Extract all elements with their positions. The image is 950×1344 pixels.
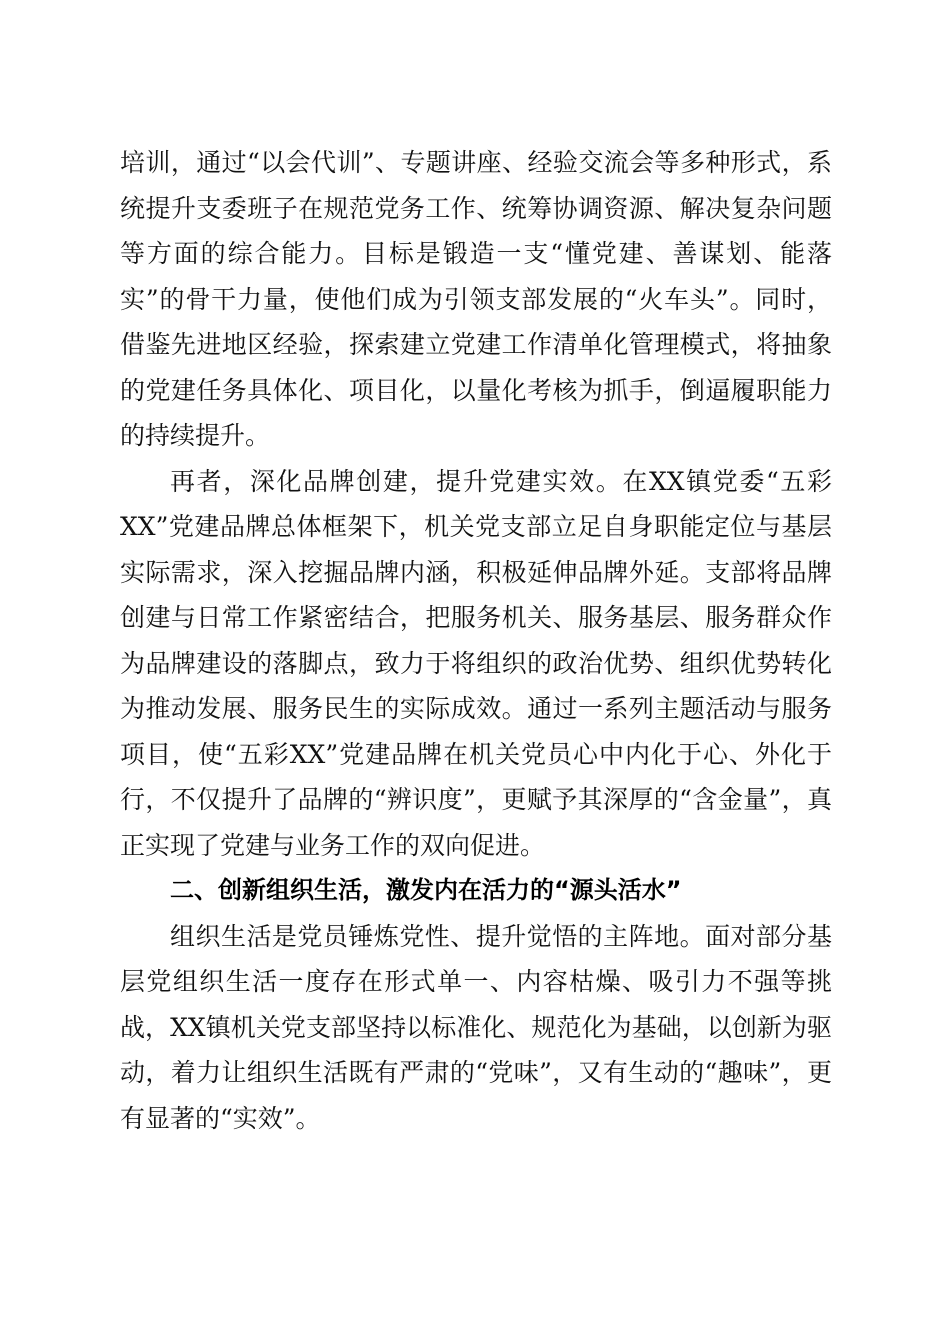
paragraph-training-continuation: 培训，通过“以会代训”、专题讲座、经验交流会等多种形式，系统提升支委班子在规范党务工作、统筹协调资源、解决复杂问题等方面的综合能力。目标是锻造一支“懂党建、善谋划、能落实”的骨干力量，使他们成为引领支部发展的“火车头”。同时，借鉴先进地区经验，探索建立党建工作清单化管理模式，将抽象的党建任务具体化、项目化，以量化考核为抓手，倒逼履职能力的持续提升。: [120, 148, 832, 450]
paragraph-brand-creation: 再者，深化品牌创建，提升党建实效。在XX镇党委“五彩XX”党建品牌总体框架下，机关党支部立足自身职能定位与基层实际需求，深入挖掘品牌内涵，积极延伸品牌外延。支部将品牌创建与日常工作紧密结合，把服务机关、服务基层、服务群众作为品牌建设的落脚点，致力于将组织的政治优势、组织优势转化为推动发展、服务民生的实际成效。通过一系列主题活动与服务项目，使“五彩XX”党建品牌在机关党员心中内化于心、外化于行，不仅提升了品牌的“辨识度”，更赋予其深厚的“含金量”，真正实现了党建与业务工作的双向促进。: [120, 466, 832, 860]
section-heading-two: 二、创新组织生活，激发内在活力的“源头活水”: [170, 876, 682, 904]
document-body: [120, 140, 832, 1141]
paragraph-organization-life: 组织生活是党员锤炼党性、提升觉悟的主阵地。面对部分基层党组织生活一度存在形式单一、内容枯燥、吸引力不强等挑战，XX镇机关党支部坚持以标准化、规范化为基础，以创新为驱动，着力让组织生活既有严肃的“党味”，又有生动的“趣味”，更有显著的“实效”。: [120, 921, 832, 1133]
